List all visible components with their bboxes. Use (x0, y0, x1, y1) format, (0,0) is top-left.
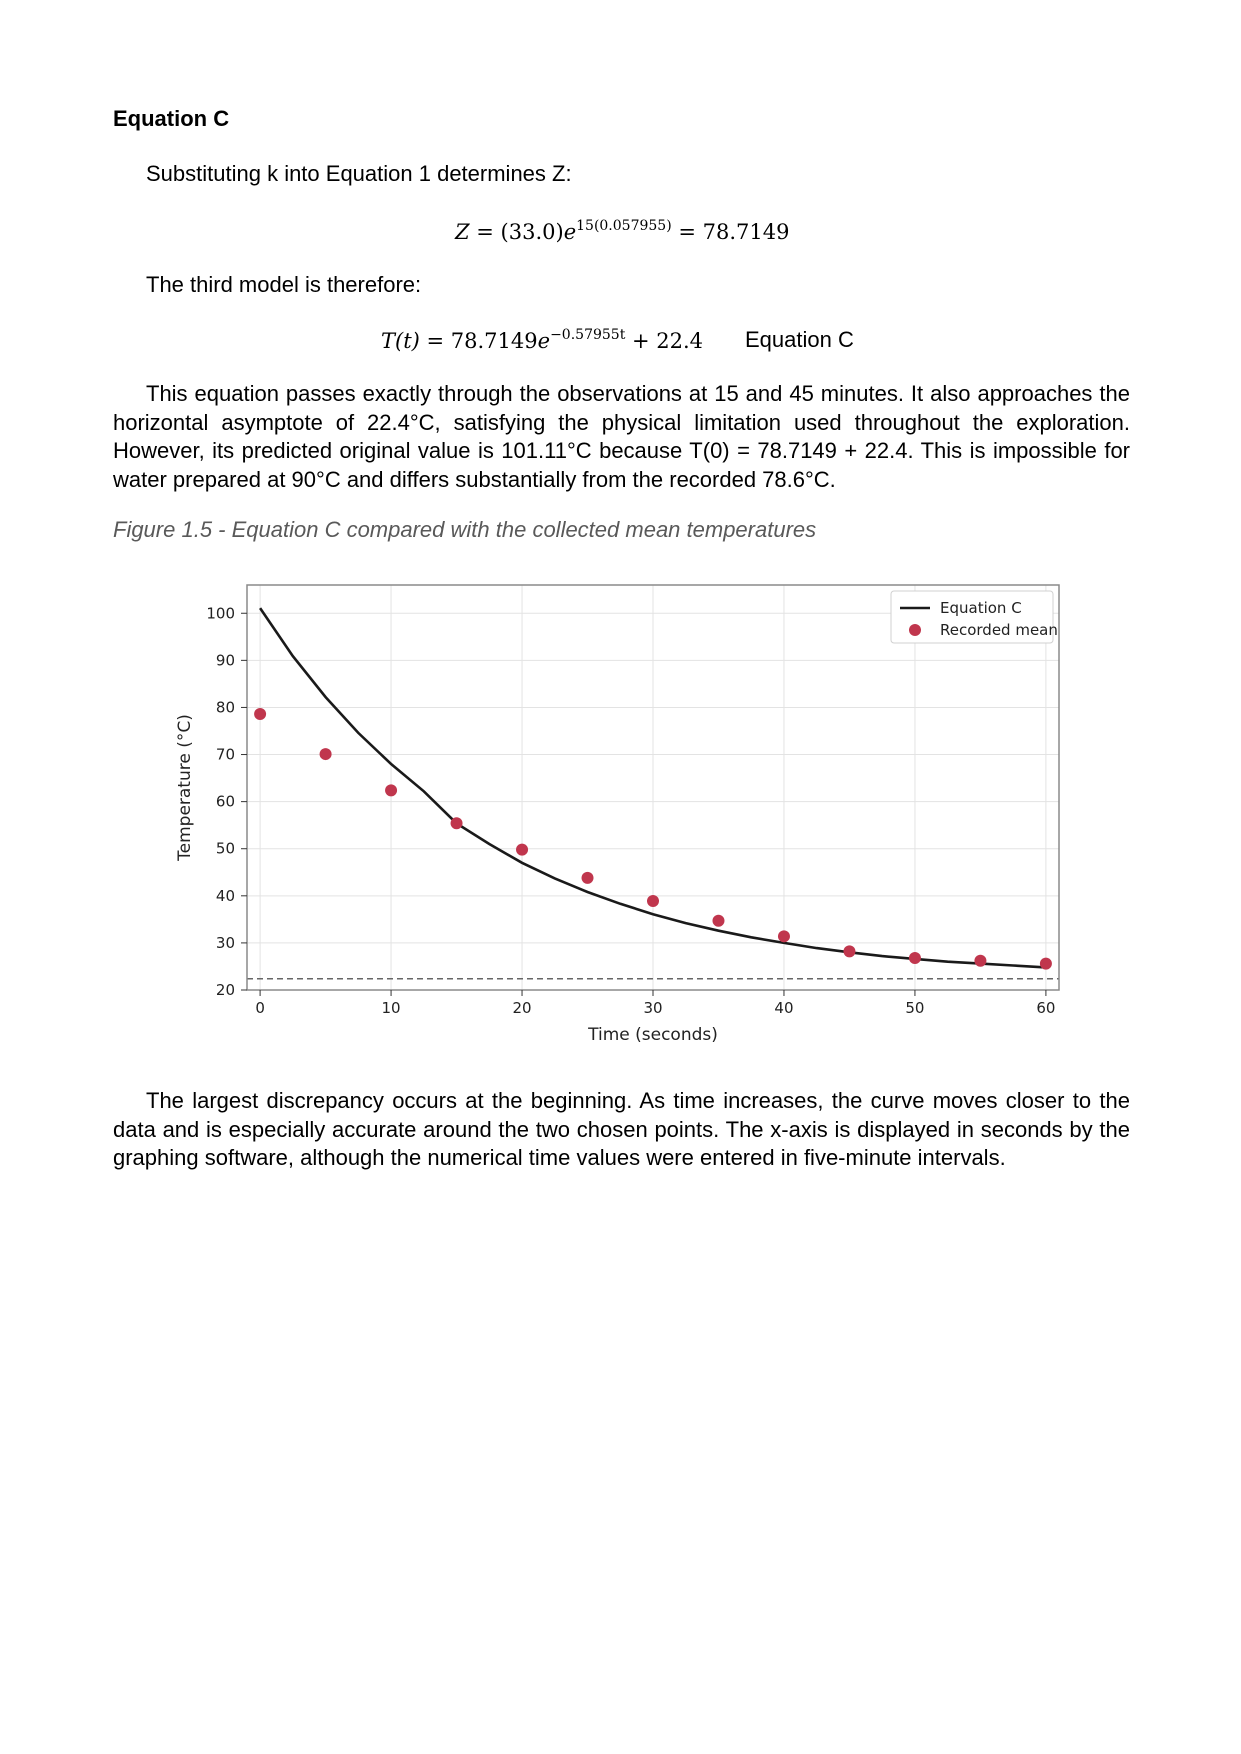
legend-label-equation-c: Equation C (940, 599, 1022, 617)
y-tick-label: 50 (215, 839, 235, 858)
paragraph-analysis (113, 380, 1130, 494)
eq-z-base: e (563, 220, 577, 244)
eq-z-rhs: = 78.7149 (671, 220, 790, 244)
paragraph-discussion (113, 1087, 1130, 1173)
paragraph-model-text: The third model is therefore: (146, 272, 422, 297)
recorded-mean-point (909, 952, 921, 964)
recorded-mean-point (254, 708, 266, 720)
y-tick-label: 70 (215, 745, 235, 764)
equation-c (381, 327, 703, 353)
paragraph-intro-text: Substituting k into Equation 1 determines Z: (146, 161, 572, 186)
eq-c-mid: = 78.7149 (419, 329, 538, 353)
legend-point-swatch (909, 624, 921, 636)
recorded-mean-point (320, 748, 332, 760)
eq-z-mid: = (33.0) (469, 220, 564, 244)
x-tick-label: 60 (1036, 999, 1056, 1017)
y-tick-label: 90 (215, 651, 235, 670)
recorded-mean-point (778, 930, 790, 942)
recorded-mean-point (451, 817, 463, 829)
equation-label: Equation C (745, 327, 854, 352)
y-tick-label: 40 (215, 886, 235, 905)
y-tick-label: 60 (215, 792, 235, 811)
temperature-chart (160, 580, 1080, 1050)
paragraph-analysis-text: This equation passes exactly through the observations at 15 and 45 minutes. It also approaches the horizontal asymptote of 22.4°C, satisfying the physical limitation used throughout the exploration. However, its predicted original value is 101.11°C because T(0) = 78.7149 + 22.4. This is impossible for water prepared at 90°C and differs substantially from the recorded 78.6°C. (113, 381, 1130, 492)
y-tick-label: 30 (215, 933, 235, 952)
y-tick-label: 100 (206, 604, 235, 623)
recorded-mean-point (516, 844, 528, 856)
recorded-mean-point (647, 895, 659, 907)
x-tick-label: 20 (512, 999, 532, 1017)
x-tick-label: 30 (643, 999, 663, 1017)
paragraph-discussion-text: The largest discrepancy occurs at the beginning. As time increases, the curve moves closer to the data and is especially accurate around the two chosen points. The x-axis is displayed in seconds by the graphing software, although the numerical time values were entered in five-minute intervals. (113, 1088, 1130, 1171)
x-tick-label: 40 (774, 999, 794, 1017)
y-tick-label: 80 (215, 698, 235, 717)
recorded-mean-point (385, 784, 397, 796)
eq-z-exponent: 15(0.057955) (576, 218, 672, 234)
eq-c-lhs: T(t) (381, 329, 420, 353)
y-tick-label: 20 (215, 981, 235, 999)
paragraph-model (113, 271, 1130, 300)
x-tick-label: 10 (381, 999, 401, 1017)
x-tick-label: 0 (255, 999, 265, 1017)
recorded-mean-point (712, 915, 724, 927)
recorded-mean-point (1040, 958, 1052, 970)
recorded-mean-point (974, 955, 986, 967)
x-tick-label: 50 (905, 999, 925, 1017)
equation-z (455, 218, 789, 244)
legend-label-recorded-mean: Recorded mean (940, 621, 1058, 639)
recorded-mean-point (843, 945, 855, 957)
paragraph-intro (113, 160, 1130, 189)
section-heading: Equation C (113, 106, 230, 131)
figure-caption: Figure 1.5 - Equation C compared with the collected mean temperatures (113, 517, 817, 542)
x-axis-label: Time (seconds) (588, 1025, 718, 1045)
eq-c-exponent: −0.57955t (550, 327, 626, 343)
y-axis-label: Temperature (°C) (175, 714, 195, 861)
recorded-mean-point (582, 872, 594, 884)
eq-z-lhs: Z (455, 220, 470, 244)
eq-c-base: e (537, 329, 551, 353)
eq-c-rhs: + 22.4 (625, 329, 704, 353)
